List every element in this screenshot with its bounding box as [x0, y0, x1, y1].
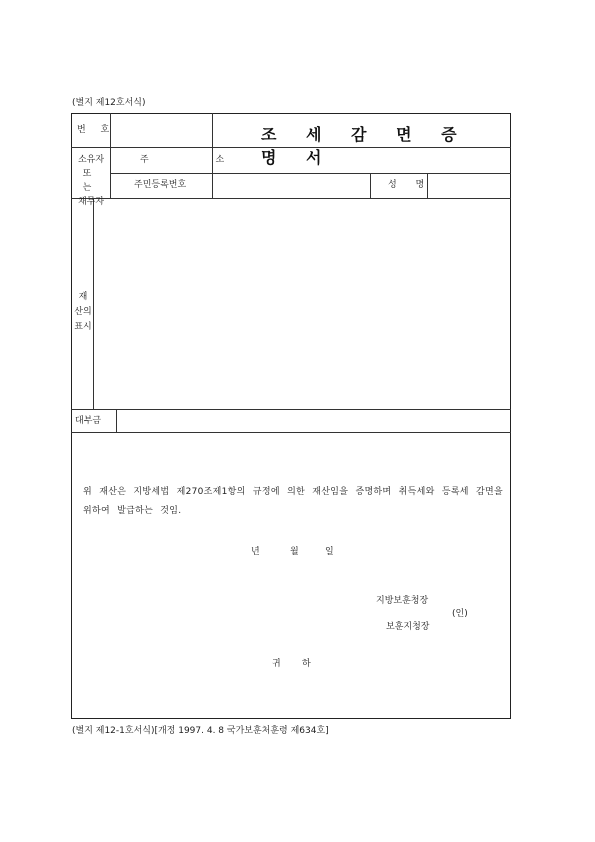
row-divider — [71, 432, 511, 433]
address-field[interactable] — [213, 148, 511, 173]
date-month-label: 월 — [290, 547, 299, 557]
date-day-label: 일 — [325, 547, 334, 557]
property-label-line: 재 — [78, 292, 88, 302]
certification-statement: 위 재산은 지방세법 제270조제1항의 규정에 의한 재산임을 증명하며 취득세와 등록세 감면을 위하여 발급하는 것임. — [83, 487, 503, 516]
property-label-line: 표시 — [74, 322, 92, 332]
number-title-row — [213, 113, 511, 167]
property-description-field[interactable] — [94, 199, 511, 409]
recipient-honorific: 귀 — [272, 659, 281, 669]
form-number-note: (별지 제12호서식) — [72, 98, 146, 108]
property-description-label — [73, 290, 93, 335]
loan-label: 대부금 — [75, 416, 102, 426]
column-divider — [370, 173, 371, 198]
resident-id-label: 주민등록번호 — [134, 180, 187, 190]
issuer-branch-office: 보훈지청장 — [386, 622, 430, 632]
resident-id-field[interactable] — [213, 174, 370, 198]
issuer-regional-office: 지방보훈청장 — [376, 596, 429, 606]
owner-label-line: 소유자 — [77, 155, 105, 165]
address-label: 주 소 — [140, 155, 257, 165]
document-title: 조 세 감 면 증 명 서 — [261, 125, 469, 167]
name-field[interactable] — [428, 174, 511, 198]
number-label: 번 호 — [77, 125, 116, 135]
owner-label-line: 채무자 — [77, 197, 105, 207]
name-label: 성 명 — [388, 180, 433, 190]
property-label-line: 산의 — [74, 307, 92, 317]
recipient-honorific: 하 — [302, 659, 311, 669]
owner-label-line: 또 는 — [82, 169, 100, 193]
seal-mark: (인) — [452, 609, 468, 619]
loan-field[interactable] — [117, 410, 511, 432]
date-year-label: 년 — [251, 547, 260, 557]
revision-note: (별지 제12-1호서식)[개정 1997. 4. 8 국가보훈처훈령 제634호] — [72, 726, 329, 736]
